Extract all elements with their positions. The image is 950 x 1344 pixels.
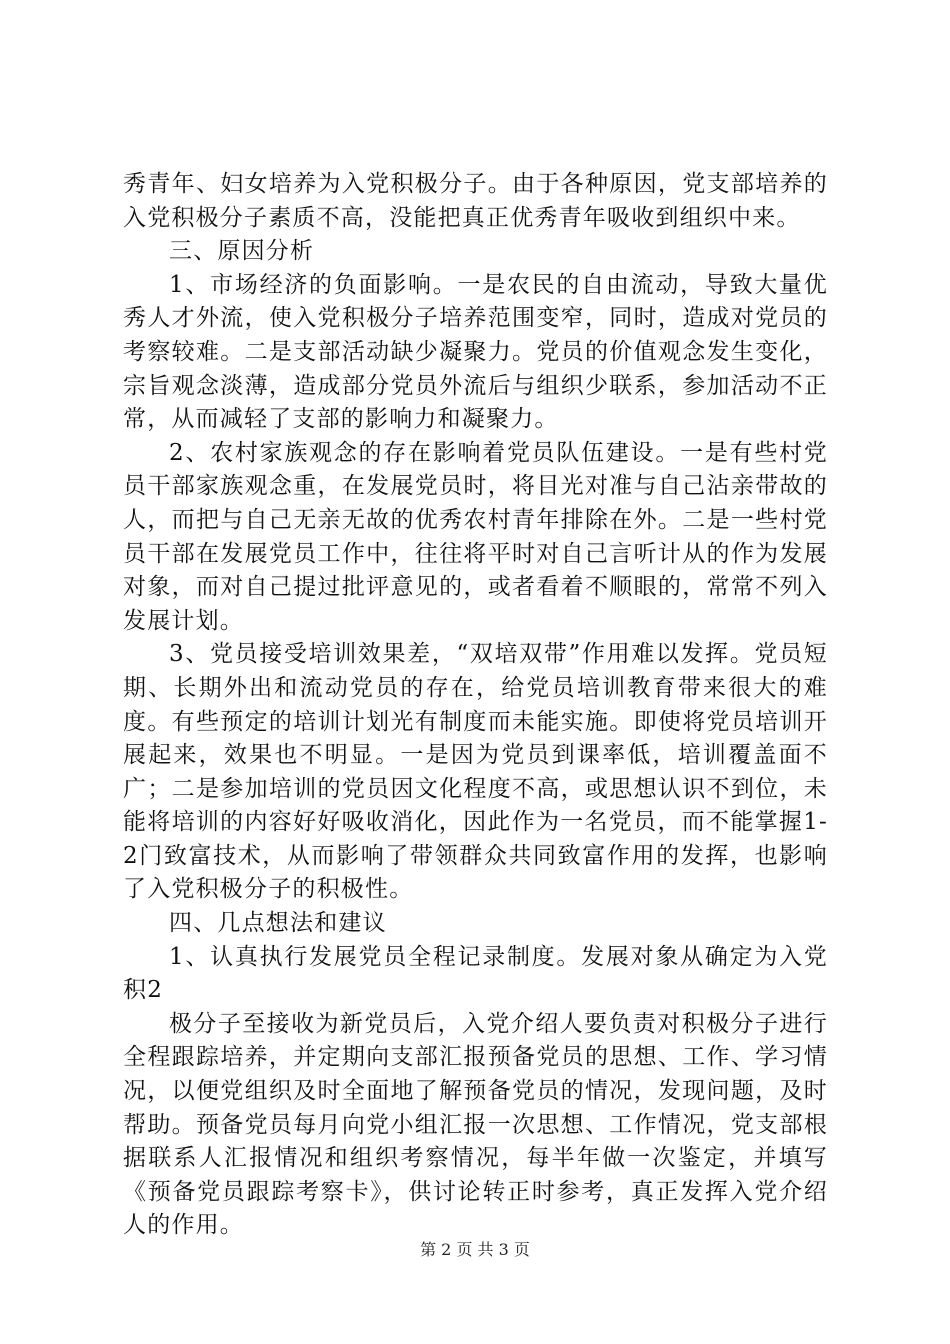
paragraph-suggestion-1-continued: 极分子至接收为新党员后，入党介绍人要负责对积极分子进行全程跟踪培养，并定期向支部汇报预备党员的思想、工作、学习情况，以便党组织及时全面地了解预备党员的情况，发现问题，及时帮助。预备党员每月向党小组汇报一次思想、工作情况，党支部根据联系人汇报情况和组织考察情况，每半年做一次鉴定，并填写《预备党员跟踪考察卡》，供讨论转正时参考，真正发挥入党介绍人的作用。 (123, 1010, 828, 1239)
document-body (123, 168, 828, 1243)
paragraph-market-economy: 1、市场经济的负面影响。一是农民的自由流动，导致大量优秀人才外流，使入党积极分子培养范围变窄，同时，造成对党员的考察较难。二是支部活动缺少凝聚力。党员的价值观念发生变化，宗旨观念淡薄，造成部分党员外流后与组织少联系，参加活动不正常，从而减轻了支部的影响力和凝聚力。 (123, 271, 828, 433)
paragraph-family-concept: 2、农村家族观念的存在影响着党员队伍建设。一是有些村党员干部家族观念重，在发展党员时，将目光对准与自己沾亲带故的人，而把与自己无亲无故的优秀农村青年排除在外。二是一些村党员干部在发展党员工作中，往往将平时对自己言听计从的作为发展对象，而对自己提过批评意见的，或者看着不顺眼的，常常不列入发展计划。 (123, 439, 828, 634)
paragraph-training-effect: 3、党员接受培训效果差，“双培双带”作用难以发挥。党员短期、长期外出和流动党员的存在，给党员培训教育带来很大的难度。有些预定的培训计划光有制度而未能实施。即使将党员培训开展起来，效果也不明显。一是因为党员到课率低，培训覆盖面不广；二是参加培训的党员因文化程度不高，或思想认识不到位，未能将培训的内容好好吸收消化，因此作为一名党员，而不能掌握1-2门致富技术，从而影响了带领群众共同致富作用的发挥，也影响了入党积极分子的积极性。 (123, 641, 828, 903)
page-number-footer: 第 2 页 共 3 页 (420, 1240, 530, 1259)
paragraph-suggestion-1: 1、认真执行发展党员全程记录制度。发展对象从确定为入党积2 (123, 943, 828, 1004)
section-heading-cause-analysis: 三、原因分析 (169, 238, 315, 265)
section-heading-suggestions: 四、几点想法和建议 (169, 910, 387, 937)
paragraph-continuation: 秀青年、妇女培养为入党积极分子。由于各种原因，党支部培养的入党积极分子素质不高，没能把真正优秀青年吸收到组织中来。 (123, 171, 828, 231)
